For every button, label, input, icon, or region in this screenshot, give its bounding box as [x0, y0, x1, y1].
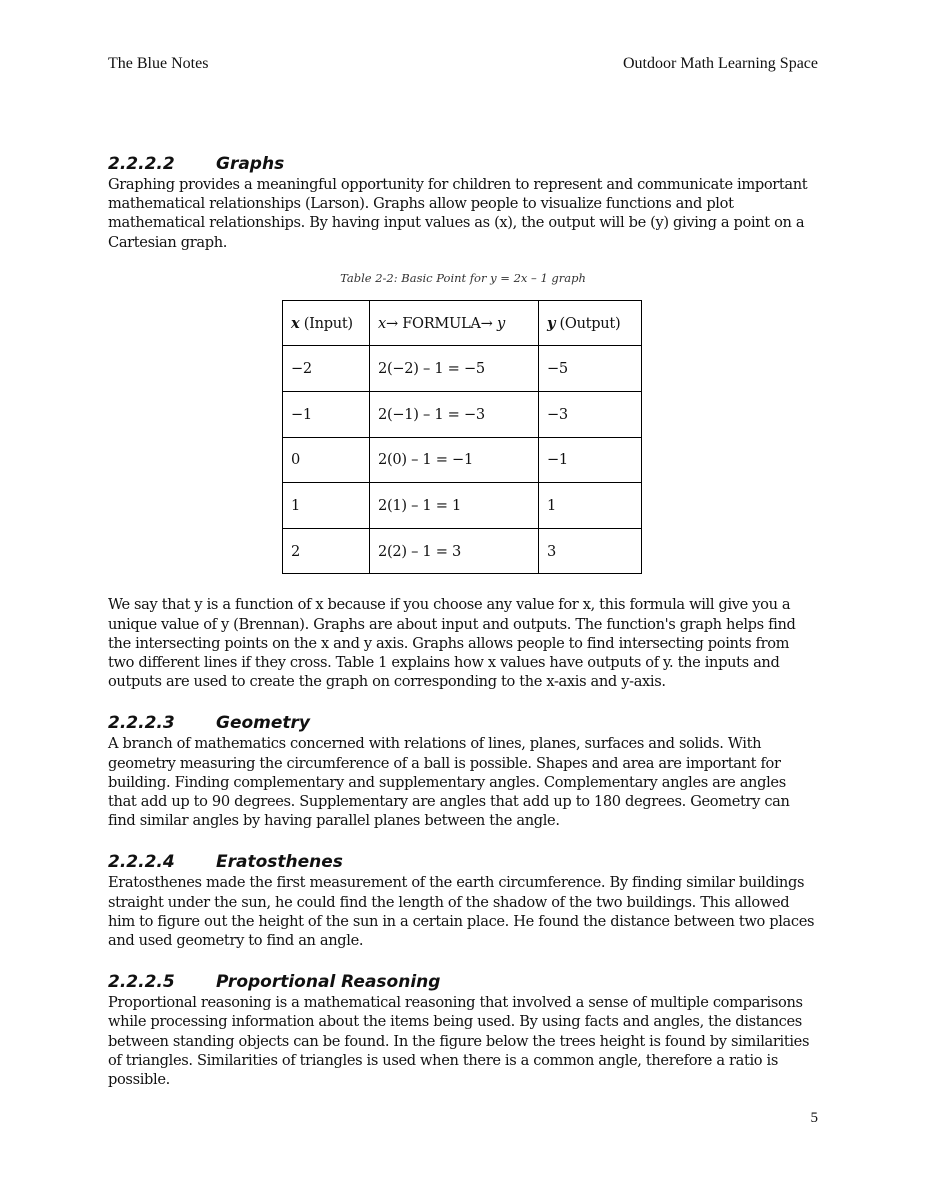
section-title: Graphs [216, 154, 285, 174]
table-cell-output: 3 [539, 528, 642, 574]
section-title: Eratosthenes [216, 852, 343, 873]
header-input: x (Input) [283, 300, 370, 346]
table-row [283, 392, 642, 438]
table-cell-formula: 2(2) – 1 = 3 [370, 528, 539, 574]
section-title: Proportional Reasoning [216, 972, 441, 993]
section-heading-graphs [108, 154, 818, 175]
graphs-paragraph: Graphing provides a meaningful opportunity for children to represent and communicate important mathematical relationships (Larson). Graphs allow people to visualize functions and plot mathematical relationships. By having input values as (x), the output will be (y) giving a point on a Cartesian graph. [108, 176, 808, 251]
geometry-paragraph: A branch of mathematics concerned with relations of lines, planes, surfaces and solids. With geometry measuring the circumference of a ball is possible. Shapes and area are important for building. Finding complementary and supplementary angles. Complementary angles are angles that add up to 90 degrees. Supplementary are angles that add up to 180 degrees. Geometry can find similar angles by having parallel planes between the angle. [108, 735, 790, 830]
table-header-row [283, 300, 642, 346]
page-header [108, 55, 818, 77]
section-heading-proportional-reasoning [108, 972, 818, 993]
table-cell-input: 1 [283, 483, 370, 529]
section-title: Geometry [216, 713, 310, 734]
page-content [108, 154, 818, 1089]
section-number: 2.2.2.3 [108, 713, 175, 734]
section-heading-geometry [108, 713, 818, 734]
table-row [283, 483, 642, 529]
table-caption: Table 2-2: Basic Point for y = 2x – 1 graph [340, 270, 586, 285]
table-cell-formula: 2(1) – 1 = 1 [370, 483, 539, 529]
header-right-title: Outdoor Math Learning Space [622, 55, 818, 72]
table-cell-input: −2 [283, 346, 370, 392]
section-number: 2.2.2.2 [108, 154, 175, 174]
table-cell-output: −3 [539, 392, 642, 438]
section-heading-eratosthenes [108, 852, 818, 873]
table-row [283, 528, 642, 574]
table-cell-output: −1 [539, 437, 642, 483]
table-cell-formula: 2(−2) – 1 = −5 [370, 346, 539, 392]
basic-point-table [282, 300, 642, 575]
table-cell-input: 2 [283, 528, 370, 574]
page-number: 5 [810, 1110, 818, 1126]
table-cell-formula: 2(0) – 1 = −1 [370, 437, 539, 483]
proportional-reasoning-paragraph: Proportional reasoning is a mathematical reasoning that involved a sense of multiple comparisons while processing information about the items being used. By using facts and angles, the distances between standing objects can be found. In the figure below the trees height is found by similarities of triangles. Similarities of triangles is used when there is a common angle, therefore a ratio is possible. [108, 994, 810, 1089]
table-cell-input: 0 [283, 437, 370, 483]
header-output: y (Output) [539, 300, 642, 346]
header-formula: x→ FORMULA→ y [370, 300, 539, 346]
table-row [283, 437, 642, 483]
section-number: 2.2.2.5 [108, 972, 175, 993]
table-cell-output: 1 [539, 483, 642, 529]
table-cell-output: −5 [539, 346, 642, 392]
eratosthenes-paragraph: Eratosthenes made the first measurement of the earth circumference. By finding similar buildings straight under the sun, he could find the length of the shadow of the two buildings. This allowed him to figure out the height of the sun in a certain place. He found the distance between two places and used geometry to find an angle. [108, 874, 815, 950]
table-cell-input: −1 [283, 392, 370, 438]
section-number: 2.2.2.4 [108, 852, 175, 873]
function-paragraph: We say that y is a function of x because if you choose any value for x, this formula will give you a unique value of y (Brennan). Graphs are about input and outputs. The function's graph helps find the intersecting points on the x and y axis. Graphs allows people to find intersecting points from two different lines if they cross. Table 1 explains how x values have outputs of y. the inputs and outputs are used to create the graph on corresponding to the x-axis and y-axis. [108, 596, 796, 691]
table-row [283, 346, 642, 392]
table-cell-formula: 2(−1) – 1 = −3 [370, 392, 539, 438]
header-left-title: The Blue Notes [108, 55, 209, 72]
